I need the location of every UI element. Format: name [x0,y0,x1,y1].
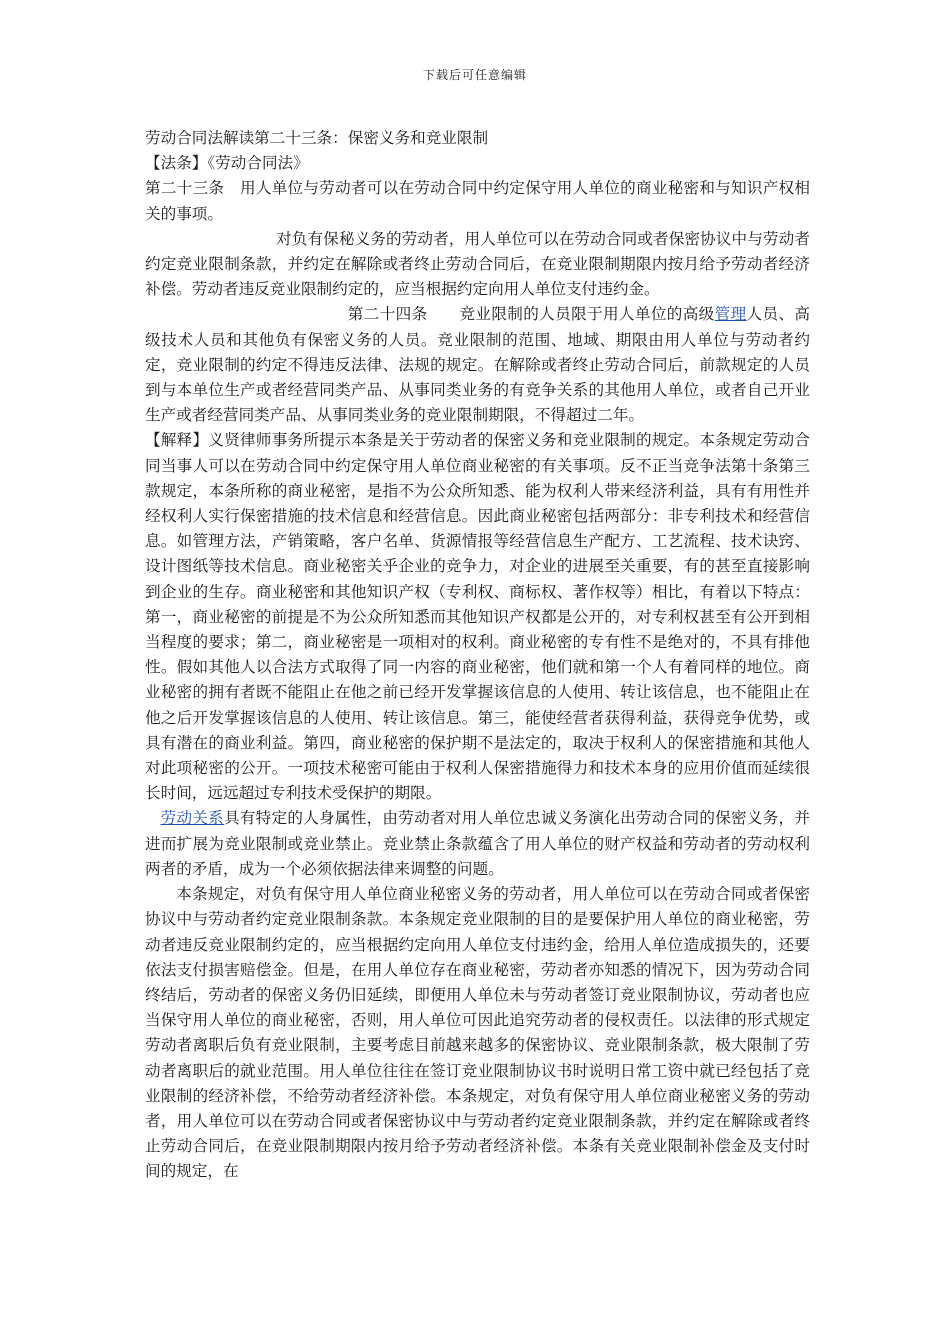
page-header: 下载后可任意编辑 [422,68,527,82]
final-paragraph: 本条规定，对负有保守用人单位商业秘密义务的劳动者，用人单位可以在劳动合同或者保密协议中与劳动者约定竞业限制条款。本条规定竞业限制的目的是要保护用人单位的商业秘密，劳动者违反竞业限制约定的，应当根据约定向用人单位支付违约金，给用人单位造成损失的，还要依法支付损害赔偿金。但是，在用人单位存在商业秘密，劳动者亦知悉的情况下，因为劳动合同终结后，劳动者的保密义务仍旧延续，即便用人单位未与劳动者签订竞业限制协议，劳动者也应当保守用人单位的商业秘密，否则，用人单位可因此追究劳动者的侵权责任。以法律的形式规定劳动者离职后负有竞业限制，主要考虑目前越来越多的保密协议、竞业限制条款，极大限制了劳动者离职后的就业范围。用人单位往往在签订竞业限制协议书时说明日常工资中就已经包括了竞业限制的经济补偿，不给劳动者经济补偿。本条规定，对负有保守用人单位商业秘密义务的劳动者，用人单位可以在劳动合同或者保密协议中与劳动者约定竞业限制条款，并约定在解除或者终止劳动合同后，在竞业限制期限内按月给予劳动者经济补偿。本条有关竞业限制补偿金及支付时间的规定，在 [145,885,810,1181]
article-23-first: 第二十三条 用人单位与劳动者可以在劳动合同中约定保守用人单位的商业秘密和与知识产权相关的事项。 [145,179,810,223]
document-body [145,126,810,1185]
article-24-lead: 第二十四条 竞业限制的人员限于用人单位的高级 [347,305,715,324]
labor-relation-text: 具有特定的人身属性，由劳动者对用人单位忠诚义务演化出劳动合同的保密义务，并进而扩展为竞业限制或竞业禁止。竞业禁止条款蕴含了用人单位的财产权益和劳动者的劳动权利两者的矛盾，成为一个必须依据法律来调整的问题。 [145,809,810,878]
article-24 [145,302,810,428]
explanation-paragraph: 【解释】义贤律师事务所提示本条是关于劳动者的保密义务和竞业限制的规定。本条规定劳动合同当事人可以在劳动合同中约定保守用人单位商业秘密的有关事项。反不正当竞争法第十条第三款规定，本条所称的商业秘密，是指不为公众所知悉、能为权利人带来经济利益，具有有用性并经权利人实行保密措施的技术信息和经营信息。因此商业秘密包括两部分：非专利技术和经营信息。如管理方法，产销策略，客户名单、货源情报等经营信息生产配方、工艺流程、技术诀窍、设计图纸等技术信息。商业秘密关乎企业的竞争力，对企业的进展至关重要，有的甚至直接影响到企业的生存。商业秘密和其他知识产权（专利权、商标权、著作权等）相比，有着以下特点：第一，商业秘密的前提是不为公众所知悉而其他知识产权都是公开的，对专利权甚至有公开到相当程度的要求；第二，商业秘密是一项相对的权利。商业秘密的专有性不是绝对的，不具有排他性。假如其他人以合法方式取得了同一内容的商业秘密，他们就和第一个人有着同样的地位。商业秘密的拥有者既不能阻止在他之前已经开发掌握该信息的人使用、转让该信息，也不能阻止在他之后开发掌握该信息的人使用、转让该信息。第三，能使经营者获得利益，获得竞争优势，或具有潜在的商业利益。第四，商业秘密的保护期不是法定的，取决于权利人的保密措施和其他人对此项秘密的公开。一项技术秘密可能由于权利人保密措施得力和技术本身的应用价值而延续很长时间，远远超过专利技术受保护的期限。 [145,431,810,803]
article-23-second: 对负有保秘义务的劳动者，用人单位可以在劳动合同或者保密协议中与劳动者约定竞业限制条款，并约定在解除或者终止劳动合同后，在竞业限制期限内按月给予劳动者经济补偿。劳动者违反竞业限制约定的，应当根据约定向用人单位支付违约金。 [145,229,810,299]
article-24-rest: 人员、高级技术人员和其他负有保密义务的人员。竞业限制的范围、地域、期限由用人单位与劳动者约定，竞业限制的约定不得违反法律、法规的规定。在解除或者终止劳动合同后，前款规定的人员到与本单位生产或者经营同类产品、从事同类业务的有竞争关系的其他用人单位，或者自己开业生产或者经营同类产品、从事同类业务的竞业限制期限，不得超过二年。 [145,305,810,425]
law-source: 【法条】《劳动合同法》 [145,154,309,173]
labor-relation-paragraph [145,806,810,882]
management-link[interactable]: 管理 [714,305,747,324]
labor-relation-link[interactable]: 劳动关系 [160,809,224,828]
document-title: 劳动合同法解读第二十三条：保密义务和竞业限制 [145,129,489,147]
